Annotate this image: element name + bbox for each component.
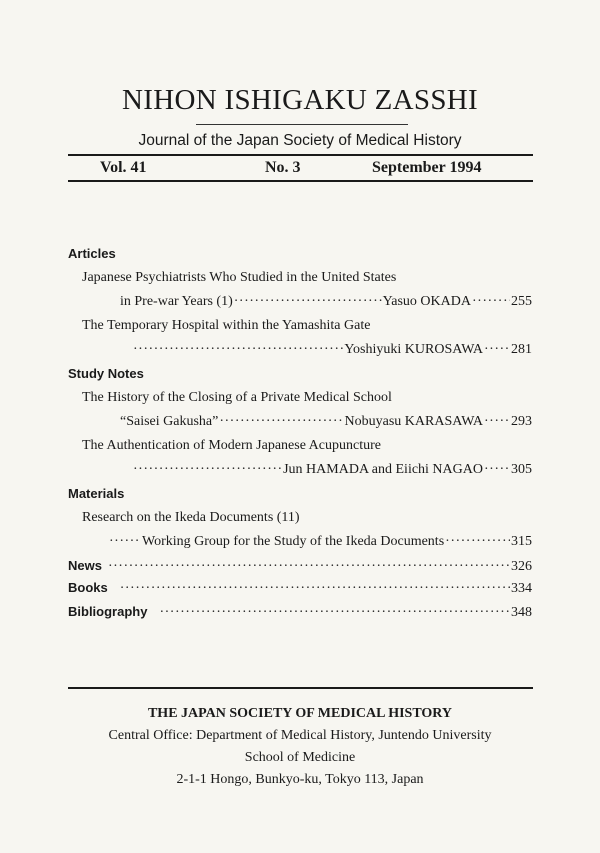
leader-dots bbox=[133, 461, 282, 479]
office-address-line2: School of Medicine bbox=[244, 750, 356, 765]
toc-entry-author: Nobuyasu KARASAWA bbox=[344, 414, 483, 429]
journal-title: NIHON ISHIGAKU ZASSHI bbox=[122, 84, 478, 116]
toc-entry-news bbox=[68, 557, 532, 576]
society-name: THE JAPAN SOCIETY OF MEDICAL HISTORY bbox=[147, 706, 453, 721]
leader-dots bbox=[484, 341, 510, 359]
volume-label: Vol. 41 bbox=[100, 159, 147, 176]
toc-entry-title-cont: in Pre-war Years (1) bbox=[120, 294, 233, 309]
section-heading-news: News bbox=[68, 558, 102, 573]
toc-entry-page: 326 bbox=[511, 559, 532, 574]
header-rule-bottom bbox=[68, 180, 533, 182]
leader-dots bbox=[445, 533, 510, 551]
journal-subtitle: Journal of the Japan Society of Medical History bbox=[138, 132, 462, 149]
toc-entry-author: Jun HAMADA and Eiichi NAGAO bbox=[283, 462, 483, 477]
issue-number: No. 3 bbox=[265, 159, 301, 176]
leader-dots bbox=[159, 604, 510, 622]
toc-entry-author: Yoshiyuki KUROSAWA bbox=[344, 342, 483, 357]
toc-entry-title: The History of the Closing of a Private Medical School bbox=[82, 390, 392, 405]
toc-entry bbox=[132, 341, 532, 359]
toc-entry-page: 293 bbox=[511, 414, 532, 429]
toc-entry-title: Japanese Psychiatrists Who Studied in the United States bbox=[82, 270, 397, 285]
toc-entry-page: 281 bbox=[511, 342, 532, 357]
section-heading-materials: Materials bbox=[68, 486, 125, 501]
issue-date: September 1994 bbox=[372, 159, 482, 176]
toc-entry-page: 305 bbox=[511, 462, 532, 477]
toc-entry-page: 348 bbox=[511, 605, 532, 620]
section-heading-bibliography: Bibliography bbox=[68, 604, 148, 619]
header-rule-top bbox=[68, 154, 533, 156]
toc-entry bbox=[120, 413, 532, 431]
issue-info-row bbox=[68, 157, 533, 179]
toc-entry-page: 255 bbox=[511, 294, 532, 309]
leader-dots bbox=[234, 293, 382, 311]
leader-dots bbox=[133, 341, 343, 359]
leader-dots bbox=[484, 413, 510, 431]
toc-entry-page: 334 bbox=[511, 581, 532, 596]
toc-entry-title: Research on the Ikeda Documents (11) bbox=[82, 510, 300, 525]
section-heading-study-notes: Study Notes bbox=[68, 366, 144, 381]
toc-entry-title: The Authentication of Modern Japanese Acupuncture bbox=[82, 438, 381, 453]
toc-entry bbox=[132, 461, 532, 479]
leader-dots bbox=[120, 580, 510, 598]
toc-entry-page: 315 bbox=[511, 534, 532, 549]
leader-dots bbox=[472, 293, 510, 311]
toc-entry-books bbox=[68, 579, 532, 598]
office-address-line1: Central Office: Department of Medical History, Juntendo University bbox=[108, 728, 492, 743]
toc-entry-title: The Temporary Hospital within the Yamashita Gate bbox=[82, 318, 371, 333]
toc-entry bbox=[120, 293, 532, 311]
toc-entry-bibliography bbox=[68, 603, 532, 622]
leader-dots bbox=[108, 558, 510, 576]
leader-dots bbox=[484, 461, 510, 479]
section-heading-articles: Articles bbox=[68, 246, 116, 261]
toc-entry-author: Working Group for the Study of the Ikeda Documents bbox=[142, 534, 445, 549]
footer-rule bbox=[68, 687, 533, 689]
leader-dots bbox=[109, 533, 141, 551]
leader-dots bbox=[219, 413, 343, 431]
title-divider bbox=[196, 124, 408, 125]
toc-entry bbox=[108, 533, 532, 551]
toc-entry-title-cont: “Saisei Gakusha” bbox=[120, 414, 219, 429]
toc-entry-author: Yasuo OKADA bbox=[382, 294, 471, 309]
section-heading-books: Books bbox=[68, 580, 108, 595]
postal-address: 2-1-1 Hongo, Bunkyo-ku, Tokyo 113, Japan bbox=[176, 772, 424, 787]
